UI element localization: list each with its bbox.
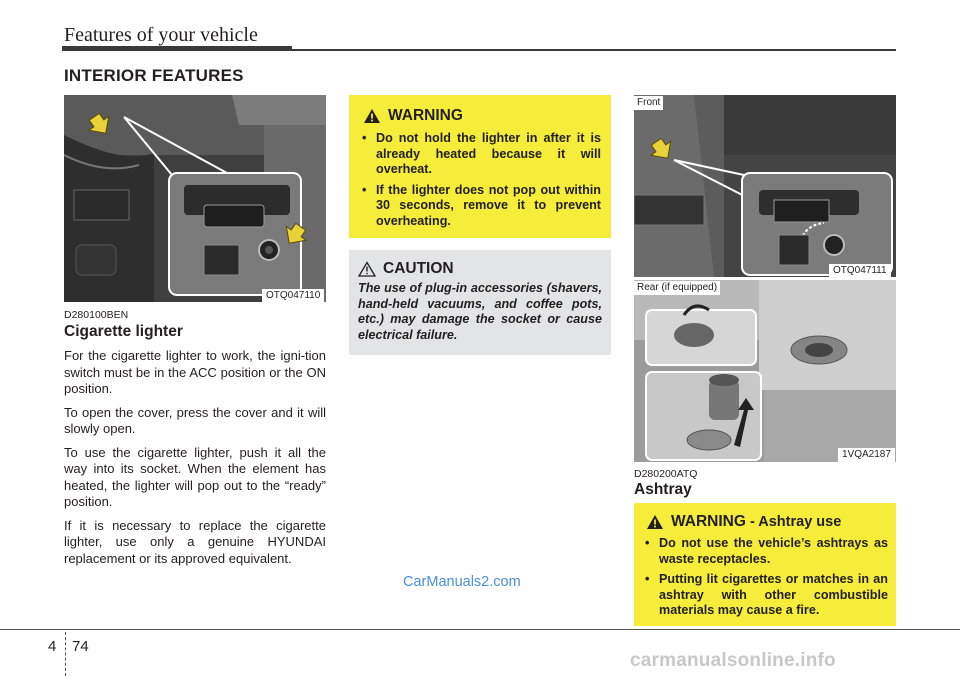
caution-box — [349, 250, 611, 355]
chapter-number: 4 — [48, 638, 57, 655]
heading-ashtray: Ashtray — [634, 481, 692, 498]
header-rule-thick — [62, 46, 292, 51]
caution-text: The use of plug-in accessories (shavers, hand-held vacuums, and coffee pots, etc.) may damage the socket or cause electrical failure. — [358, 281, 602, 342]
figure-code-front: OTQ047111 — [829, 264, 891, 278]
lighter-instructions — [64, 348, 326, 574]
warning-box-ashtray — [634, 503, 896, 626]
watermark-site: carmanualsonline.info — [630, 650, 836, 671]
doc-code-left: D280100BEN — [64, 309, 129, 321]
page-number: 74 — [72, 638, 89, 655]
doc-code-right: D280200ATQ — [634, 468, 698, 480]
photo-label-rear: Rear (if equipped) — [634, 281, 720, 295]
warning-triangle-icon — [363, 108, 381, 124]
warning-triangle-icon — [646, 514, 664, 530]
figure-code-left: OTQ047110 — [262, 289, 324, 303]
warning-item: • Do not use the vehicle’s ashtrays as waste receptacles. — [642, 536, 888, 567]
photo-label-front: Front — [634, 96, 663, 110]
header-rule-thin — [292, 49, 896, 51]
paragraph: To open the cover, press the cover and it will slowly open. — [64, 404, 326, 436]
paragraph: To use the cigarette lighter, push it all the way into its socket. When the element has heated, the lighter will pop out to the “ready” position. — [64, 444, 326, 509]
front-ashtray-photo — [634, 95, 896, 277]
warning-item: • Putting lit cigarettes or matches in an ashtray with other combustible materials may cause a fire. — [642, 572, 888, 619]
figure-code-rear: 1VQA2187 — [838, 448, 895, 462]
paragraph: For the cigarette lighter to work, the igni-tion switch must be in the ACC position or the ON position. — [64, 348, 326, 396]
caution-triangle-icon — [358, 261, 376, 277]
warning-box-lighter — [349, 95, 611, 238]
watermark-carmanuals[interactable]: CarManuals2.com — [403, 574, 521, 590]
ashtray-warning-title: WARNING — [671, 513, 746, 530]
running-head: Features of your vehicle — [64, 24, 258, 46]
caution-title: CAUTION — [383, 260, 454, 277]
rear-ashtray-photo — [634, 280, 896, 462]
footer-separator — [65, 632, 66, 676]
warning-title: WARNING — [388, 107, 463, 124]
warning-item: • Do not hold the lighter in after it is already heated because it will overheat. — [359, 131, 601, 178]
warning-item: • If the lighter does not pop out within 30 seconds, remove it to prevent overheating. — [359, 183, 601, 230]
ashtray-warning-suffix: - Ashtray use — [745, 514, 842, 530]
heading-cigarette-lighter: Cigarette lighter — [64, 323, 183, 340]
footer-rule — [0, 629, 960, 630]
section-title: INTERIOR FEATURES — [64, 66, 244, 85]
lighter-photo — [64, 95, 326, 302]
paragraph: If it is necessary to replace the cigarette lighter, use only a genuine HYUNDAI replacement or its approved equivalent. — [64, 517, 326, 566]
